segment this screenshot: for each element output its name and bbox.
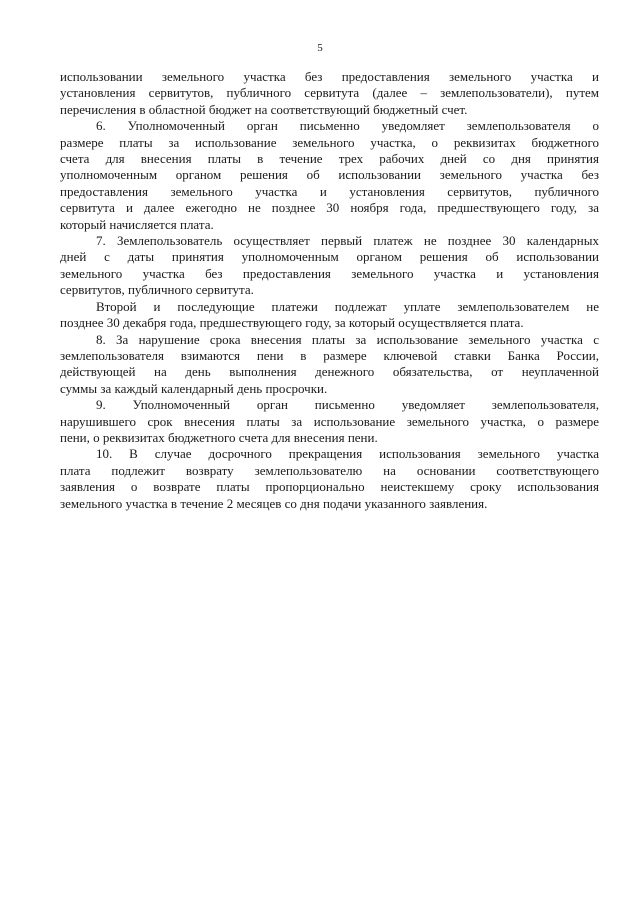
text-line: Второй и последующие платежи подлежат уплате землепользователем не bbox=[96, 298, 599, 314]
paragraph-item-6 bbox=[60, 118, 599, 233]
text-line: сервитута и далее ежегодно не позднее 30 ноября года, предшествующего году, за bbox=[60, 200, 599, 216]
text-line: дней с даты принятия уполномоченным органом решения об использовании bbox=[60, 249, 599, 265]
text-line: земельного участка без предоставления земельного участка и установления bbox=[60, 265, 599, 281]
text-line: земельного участка в течение 2 месяцев со дня подачи указанного заявления. bbox=[60, 495, 488, 511]
paragraph-item-8 bbox=[60, 332, 599, 398]
text-line: который начисляется плата. bbox=[60, 216, 214, 232]
paragraph-subsequent-payments bbox=[60, 299, 599, 332]
text-line: 6. Уполномоченный орган письменно уведомляет землепользователя о bbox=[96, 118, 599, 134]
text-line: пени, о реквизитах бюджетного счета для внесения пени. bbox=[60, 429, 378, 445]
text-line: 8. За нарушение срока внесения платы за использование земельного участка с bbox=[96, 331, 599, 347]
text-line: предоставления земельного участка и установления сервитутов, публичного bbox=[60, 183, 599, 199]
text-line: 7. Землепользователь осуществляет первый платеж не позднее 30 календарных bbox=[96, 233, 599, 249]
text-line: нарушившего срок внесения платы за использование земельного участка, о размере bbox=[60, 413, 599, 429]
text-line: 10. В случае досрочного прекращения использования земельного участка bbox=[96, 446, 599, 462]
document-body bbox=[60, 69, 599, 512]
paragraph-item-7 bbox=[60, 233, 599, 299]
text-line: плата подлежит возврату землепользователю на основании соответствующего bbox=[60, 462, 599, 478]
text-line: суммы за каждый календарный день просрочки. bbox=[60, 380, 328, 396]
text-line: землепользователя взимаются пени в размере ключевой ставки Банка России, bbox=[60, 347, 599, 363]
paragraph-item-10 bbox=[60, 446, 599, 512]
text-line: заявления о возврате платы пропорционально неистекшему сроку использования bbox=[60, 479, 599, 495]
paragraph-continuation bbox=[60, 69, 599, 118]
page-number: 5 bbox=[317, 42, 323, 54]
text-line: позднее 30 декабря года, предшествующего году, за который осуществляется плата. bbox=[60, 315, 524, 331]
text-line: перечисления в областной бюджет на соответствующий бюджетный счет. bbox=[60, 101, 468, 117]
text-line: уполномоченным органом решения об использовании земельного участка без bbox=[60, 167, 599, 183]
text-line: счета для внесения платы в течение трех рабочих дней со дня принятия bbox=[60, 151, 599, 167]
text-line: установления сервитутов, публичного сервитута (далее – землепользователи), путем bbox=[60, 85, 599, 101]
paragraph-item-9 bbox=[60, 397, 599, 446]
text-line: сервитутов, публичного сервитута. bbox=[60, 282, 254, 298]
text-line: действующей на день выполнения денежного обязательства, от неуплаченной bbox=[60, 364, 599, 380]
text-line: 9. Уполномоченный орган письменно уведомляет землепользователя, bbox=[96, 397, 599, 413]
text-line: использовании земельного участка без предоставления земельного участка и bbox=[60, 69, 599, 84]
text-line: размере платы за использование земельного участка, о реквизитах бюджетного bbox=[60, 134, 599, 150]
